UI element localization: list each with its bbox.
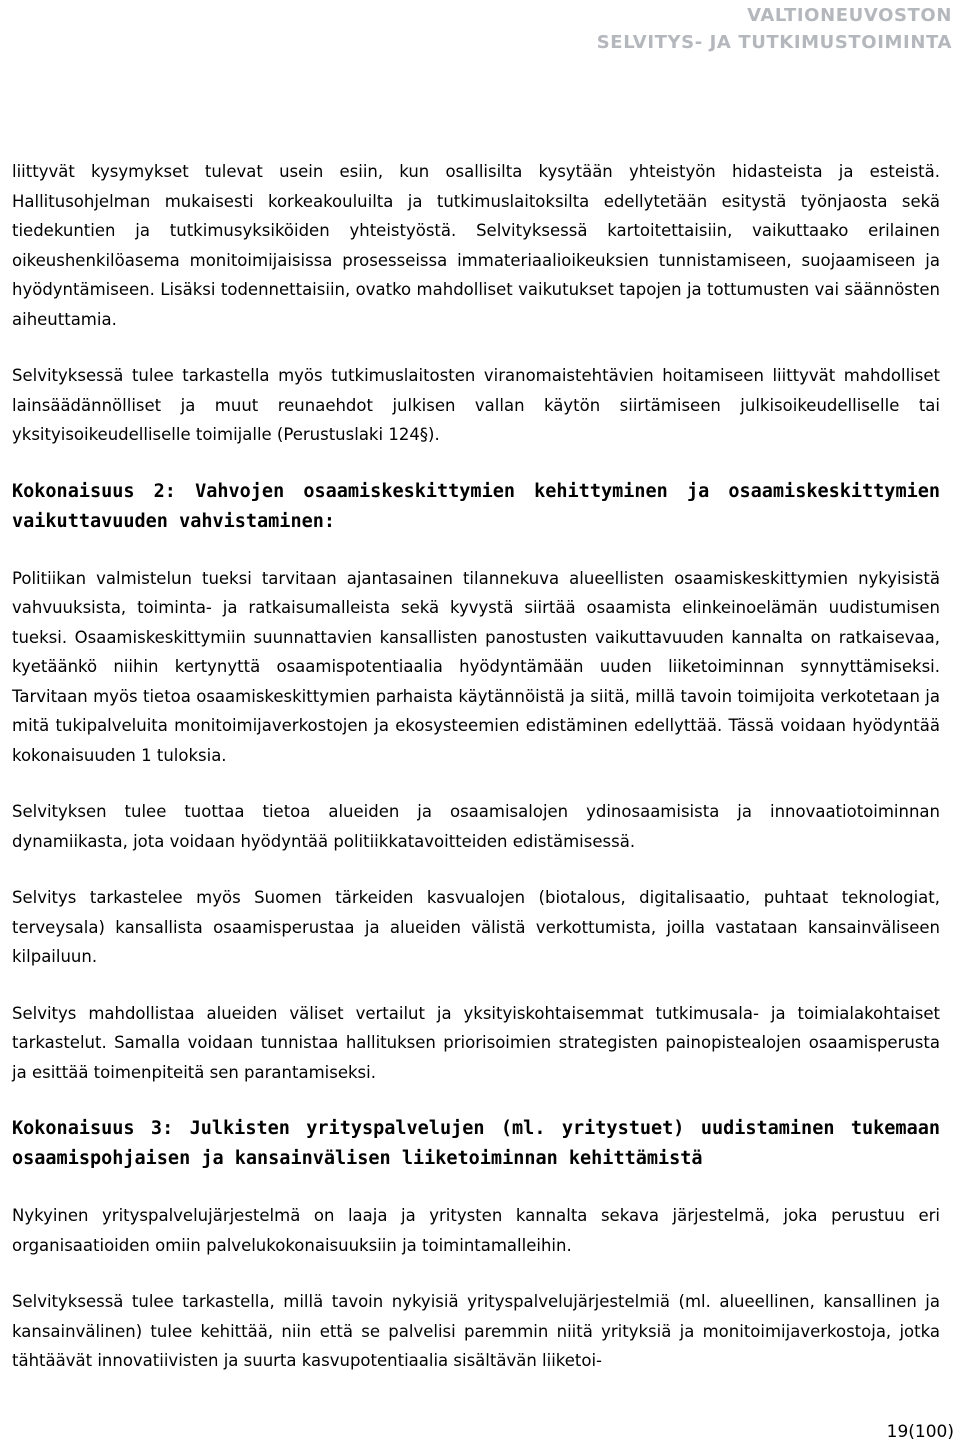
paragraph-5: Selvitys tarkastelee myös Suomen tärkeiden kasvualojen (biotalous, digitalisaatio, puhtaat teknologiat, terveysala) kansallista osaamisperustaa ja alueiden välistä verkottumista, joilla vastataan kansainväliseen kilpailuun. <box>12 888 940 966</box>
paragraph-8: Selvityksessä tulee tarkastella, millä tavoin nykyisiä yrityspalvelujärjestelmiä (ml. alueellinen, kansallinen ja kansainvälinen) tulee kehittää, niin että se palvelisi paremmin niitä yrityksiä ja monitoimijaverkostoja, jotka tähtäävät innovatiivisten ja suurta kasvupotentiaalia sisältävän liiketoi- <box>12 1292 940 1370</box>
page-number: 19(100) <box>886 1422 954 1442</box>
section-heading-2: Kokonaisuus 2: Vahvojen osaamiskeskittymien kehittyminen ja osaamiskeskittymien vaikuttavuuden vahvistaminen: <box>12 480 940 532</box>
paragraph-4: Selvityksen tulee tuottaa tietoa alueiden ja osaamisalojen ydinosaamisista ja innovaatiotoiminnan dynamiikasta, jota voidaan hyödyntää politiikkatavoitteiden edistämisessä. <box>12 802 940 851</box>
paragraph-2: Selvityksessä tulee tarkastella myös tutkimuslaitosten viranomaistehtävien hoitamiseen liittyvät mahdolliset lainsäädännölliset ja muut reunaehdot julkisen vallan käytön siirtämiseen julkisoikeudelliselle tai yksityisoikeudelliselle toimijalle (Perustuslaki 124§). <box>12 366 940 444</box>
header-line-2: SELVITYS- JA TUTKIMUSTOIMINTA <box>596 32 952 53</box>
paragraph-1: liittyvät kysymykset tulevat usein esiin, kun osallisilta kysytään yhteistyön hidasteista ja esteistä. Hallitusohjelman mukaisesti korkeakouluilta ja tutkimuslaitoksilta edellytetään esitystä työnjaosta sekä tiedekuntien ja tutkimusyksiköiden yhteistyöstä. Selvityksessä kartoitettaisiin, vaikuttaako erilainen oikeushenkilöasema monitoimijaisissa prosesseissa immateriaalioikeuksien tunnistamiseen, suojaamiseen ja hyödyntämiseen. Lisäksi todennettaisiin, ovatko mahdolliset vaikutukset tapojen ja tottumusten vai säännösten aiheuttamia. <box>12 162 940 329</box>
header-line-1: VALTIONEUVOSTON <box>747 5 952 26</box>
paragraph-6: Selvitys mahdollistaa alueiden väliset vertailut ja yksityiskohtaisemmat tutkimusala- ja toimialakohtaiset tarkastelut. Samalla voidaan tunnistaa hallituksen priorisoimien strategisten painopistealojen osaamisperusta ja esittää toimenpiteitä sen parantamiseksi. <box>12 1003 940 1082</box>
document-body <box>12 157 940 1376</box>
paragraph-7: Nykyinen yrityspalvelujärjestelmä on laaja ja yritysten kannalta sekava järjestelmä, joka perustuu eri organisaatioiden omiin palvelukokonaisuuksiin ja toimintamalleihin. <box>12 1206 940 1255</box>
paragraph-3: Politiikan valmistelun tueksi tarvitaan ajantasainen tilannekuva alueellisten osaamiskeskittymien nykyisistä vahvuuksista, toiminta- ja ratkaisumalleista sekä kyvystä siirtää osaamista elinkeinoelämän uudistumisen tueksi. Osaamiskeskittymiin suunnattavien kansallisten panostusten vaikuttavuuden kannalta on ratkaisevaa, kyetäänkö niihin kertynyttä osaamispotentiaalia hyödyntämään uuden liiketoiminnan synnyttämiseksi. Tarvitaan myös tietoa osaamiskeskittymien parhaista käytännöistä ja siitä, millä tavoin toimijoita verkotetaan ja mitä tukipalveluita monitoimijaverkostojen ja ekosysteemien edistäminen edellyttää. Tässä voidaan hyödyntää kokonaisuuden 1 tuloksia. <box>12 568 940 765</box>
section-heading-3: Kokonaisuus 3: Julkisten yrityspalvelujen (ml. yritystuet) uudistaminen tukemaan osaamispohjaisen ja kansainvälisen liiketoiminnan kehittämistä <box>12 1118 940 1169</box>
page-header <box>597 2 952 56</box>
